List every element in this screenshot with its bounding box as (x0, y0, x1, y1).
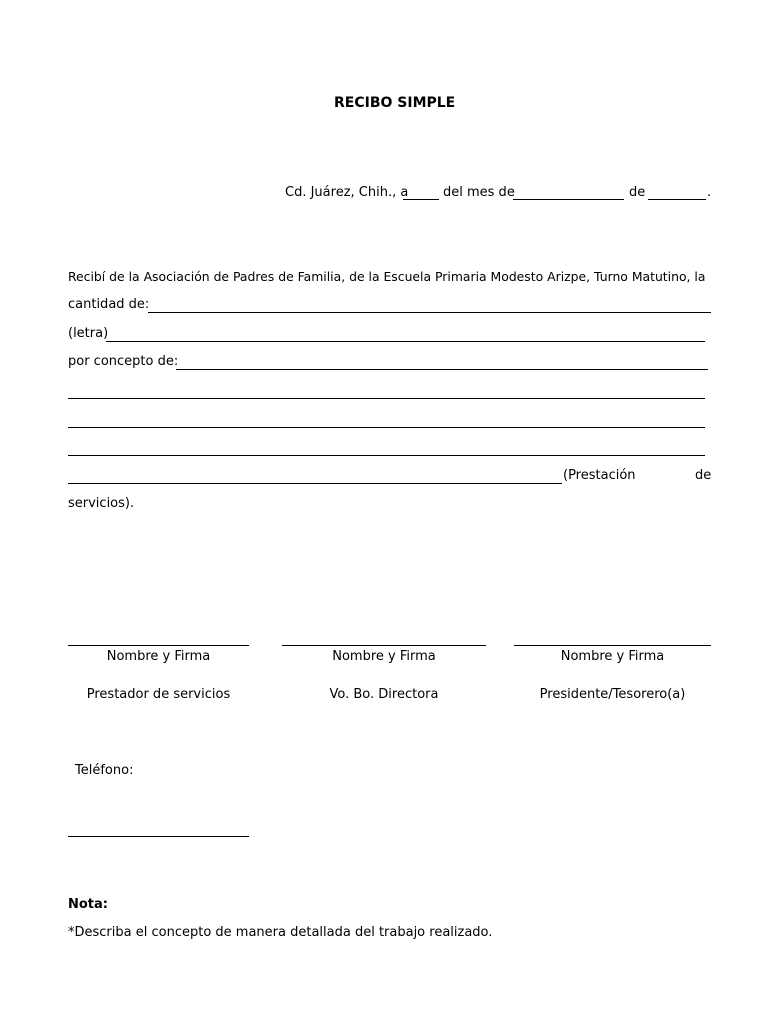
signature-role-presidente: Presidente/Tesorero(a) (539, 687, 686, 702)
signature-line-prestador[interactable] (68, 645, 249, 646)
signature-role-directora: Vo. Bo. Directora (329, 687, 439, 702)
signature-name-label-1: Nombre y Firma (106, 649, 211, 664)
signature-line-presidente[interactable] (514, 645, 711, 646)
concepto-blank-line-2[interactable] (68, 398, 705, 399)
day-blank-line[interactable] (403, 199, 439, 200)
signature-role-prestador: Prestador de servicios (86, 687, 231, 702)
nota-label: Nota: (68, 897, 108, 912)
date-end: . (707, 185, 712, 200)
telefono-blank-line[interactable] (68, 836, 249, 837)
concepto-blank-line-3[interactable] (68, 427, 705, 428)
letra-blank-line[interactable] (106, 341, 705, 342)
letra-label: (letra) (68, 326, 109, 341)
date-de: de (629, 185, 646, 200)
cantidad-blank-line[interactable] (148, 312, 711, 313)
year-blank-line[interactable] (648, 199, 706, 200)
nota-text: *Describa el concepto de manera detallada del trabajo realizado. (68, 925, 493, 940)
concepto-blank-line-4[interactable] (68, 455, 705, 456)
date-prefix: Cd. Juárez, Chih., a (285, 185, 409, 200)
concepto-blank-line-5[interactable] (68, 483, 562, 484)
date-middle: del mes de (443, 185, 515, 200)
page-title: RECIBO SIMPLE (334, 95, 456, 111)
signature-name-label-3: Nombre y Firma (560, 649, 665, 664)
signature-line-directora[interactable] (282, 645, 486, 646)
concepto-blank-line[interactable] (176, 369, 708, 370)
receipt-line-1: Recibí de la Asociación de Padres de Familia, de la Escuela Primaria Modesto Arizpe, Turno Matutino, la (68, 269, 706, 284)
cantidad-label: cantidad de: (68, 297, 150, 312)
concepto-label: por concepto de: (68, 354, 179, 369)
prestacion-de-text: de (695, 468, 712, 483)
telefono-label: Teléfono: (75, 763, 134, 778)
prestacion-text: (Prestación (563, 468, 636, 483)
signature-name-label-2: Nombre y Firma (332, 649, 436, 664)
month-blank-line[interactable] (513, 199, 624, 200)
servicios-text: servicios). (68, 496, 135, 511)
